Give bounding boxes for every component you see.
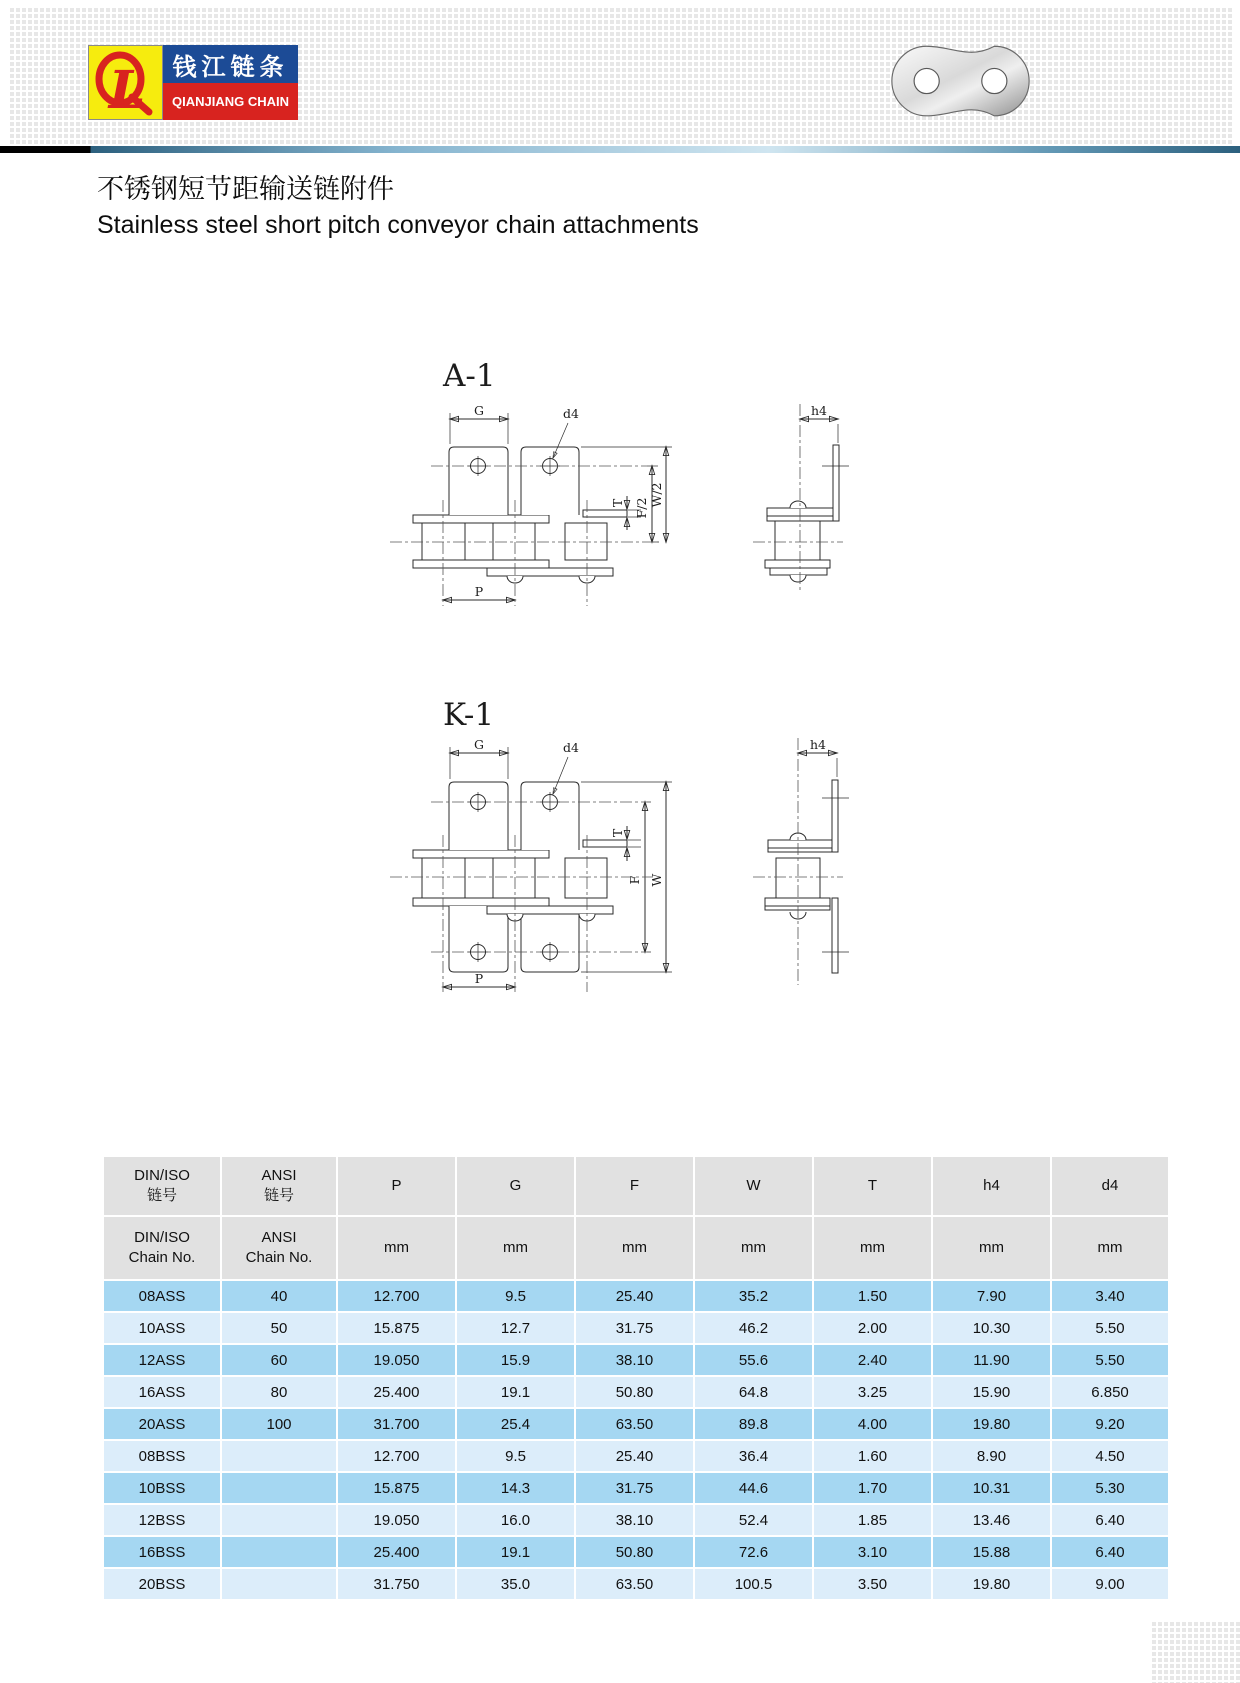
- table-cell: 08ASS: [104, 1281, 220, 1311]
- diagram-a1-label: A-1: [443, 358, 496, 394]
- table-cell: 1.85: [814, 1505, 931, 1535]
- header-row: [104, 1157, 1168, 1215]
- table-cell: 38.10: [576, 1345, 693, 1375]
- table-cell: 25.40: [576, 1281, 693, 1311]
- table-cell: 8.90: [933, 1441, 1050, 1471]
- table-cell: 3.40: [1052, 1281, 1168, 1311]
- table-cell: 1.50: [814, 1281, 931, 1311]
- a1-dim-d4: d4: [563, 406, 579, 421]
- title-block: [97, 171, 699, 242]
- table-cell: 50: [222, 1313, 336, 1343]
- table-cell: 52.4: [695, 1505, 812, 1535]
- table-cell: 19.1: [457, 1377, 574, 1407]
- table-cell: 89.8: [695, 1409, 812, 1439]
- link-plate-hole: [982, 68, 1007, 93]
- k1-dim-G: G: [474, 737, 484, 752]
- table-cell: 31.75: [576, 1313, 693, 1343]
- table-cell: 2.00: [814, 1313, 931, 1343]
- table-row: [104, 1281, 1168, 1311]
- a1-dim-W2: W/2: [649, 482, 664, 508]
- table-cell: 14.3: [457, 1473, 574, 1503]
- table-cell: 80: [222, 1377, 336, 1407]
- logo-monogram-icon: [89, 46, 162, 119]
- table-cell: 15.9: [457, 1345, 574, 1375]
- column-header: W: [695, 1157, 812, 1215]
- column-header: mm: [933, 1217, 1050, 1279]
- page-title-cn: 不锈钢短节距输送链附件: [97, 174, 394, 204]
- table-cell: 50.80: [576, 1537, 693, 1567]
- table-cell: 50.80: [576, 1377, 693, 1407]
- table-cell: 100: [222, 1409, 336, 1439]
- table-cell: 6.40: [1052, 1505, 1168, 1535]
- a1-dim-G: G: [474, 403, 484, 418]
- table-cell: 9.00: [1052, 1569, 1168, 1599]
- table-cell: 5.50: [1052, 1313, 1168, 1343]
- table-cell: 11.90: [933, 1345, 1050, 1375]
- table-cell: 12ASS: [104, 1345, 220, 1375]
- logo-text-block: [163, 45, 298, 120]
- k1-dim-T: T: [610, 828, 625, 838]
- table-row: [104, 1377, 1168, 1407]
- table-cell: 40: [222, 1281, 336, 1311]
- table-cell: 1.70: [814, 1473, 931, 1503]
- table-cell: 20BSS: [104, 1569, 220, 1599]
- table-cell: 31.75: [576, 1473, 693, 1503]
- header-row: [104, 1217, 1168, 1279]
- table-cell: [222, 1537, 336, 1567]
- table-cell: 38.10: [576, 1505, 693, 1535]
- header-divider-bar: [0, 146, 1240, 153]
- table-cell: 15.875: [338, 1313, 455, 1343]
- a1-dim-P: P: [474, 584, 484, 599]
- table-cell: 6.40: [1052, 1537, 1168, 1567]
- table-cell: [222, 1505, 336, 1535]
- table-cell: 9.5: [457, 1281, 574, 1311]
- table-cell: 3.50: [814, 1569, 931, 1599]
- table-cell: 13.46: [933, 1505, 1050, 1535]
- spec-table-body: [104, 1281, 1168, 1599]
- table-cell: 7.90: [933, 1281, 1050, 1311]
- logo-monogram-box: [88, 45, 163, 120]
- chain-link-plate-image: [888, 42, 1033, 122]
- column-header: F: [576, 1157, 693, 1215]
- a1-front-view: [413, 447, 627, 583]
- table-cell: 19.050: [338, 1345, 455, 1375]
- table-cell: 9.20: [1052, 1409, 1168, 1439]
- table-cell: 100.5: [695, 1569, 812, 1599]
- table-cell: 08BSS: [104, 1441, 220, 1471]
- table-cell: 44.6: [695, 1473, 812, 1503]
- spec-table-header: [104, 1157, 1168, 1279]
- diagram-k1-label: K-1: [443, 697, 495, 733]
- column-header: mm: [814, 1217, 931, 1279]
- column-header: mm: [457, 1217, 574, 1279]
- table-cell: 16.0: [457, 1505, 574, 1535]
- table-cell: 5.30: [1052, 1473, 1168, 1503]
- link-plate-outline: [892, 46, 1029, 116]
- table-cell: 36.4: [695, 1441, 812, 1471]
- table-cell: 25.4: [457, 1409, 574, 1439]
- table-cell: 46.2: [695, 1313, 812, 1343]
- table-row: [104, 1345, 1168, 1375]
- table-cell: 25.400: [338, 1537, 455, 1567]
- table-cell: 16ASS: [104, 1377, 220, 1407]
- table-cell: 4.50: [1052, 1441, 1168, 1471]
- table-cell: 15.875: [338, 1473, 455, 1503]
- column-header: ANSI 链号: [222, 1157, 336, 1215]
- table-cell: [222, 1569, 336, 1599]
- table-cell: 15.90: [933, 1377, 1050, 1407]
- table-cell: 12.700: [338, 1441, 455, 1471]
- column-header: ANSI Chain No.: [222, 1217, 336, 1279]
- table-cell: 16BSS: [104, 1537, 220, 1567]
- logo-company-name-en: QIANJIANG CHAIN: [163, 83, 298, 120]
- table-row: [104, 1409, 1168, 1439]
- column-header: mm: [338, 1217, 455, 1279]
- table-cell: 6.850: [1052, 1377, 1168, 1407]
- k1-dim-d4: d4: [563, 740, 579, 755]
- table-row: [104, 1537, 1168, 1567]
- table-cell: 10.31: [933, 1473, 1050, 1503]
- corner-pattern: [1150, 1622, 1240, 1683]
- table-cell: 15.88: [933, 1537, 1050, 1567]
- k1-dim-P: P: [474, 971, 484, 986]
- table-cell: 3.25: [814, 1377, 931, 1407]
- k1-side-view: [765, 737, 849, 973]
- table-cell: 10.30: [933, 1313, 1050, 1343]
- table-cell: 19.050: [338, 1505, 455, 1535]
- a1-side-view: [765, 403, 849, 582]
- table-cell: 19.1: [457, 1537, 574, 1567]
- table-cell: 20ASS: [104, 1409, 220, 1439]
- link-plate-hole: [914, 68, 939, 93]
- column-header: h4: [933, 1157, 1050, 1215]
- table-cell: [222, 1473, 336, 1503]
- table-cell: 19.80: [933, 1569, 1050, 1599]
- table-cell: 5.50: [1052, 1345, 1168, 1375]
- table-cell: 12.700: [338, 1281, 455, 1311]
- table-cell: 31.750: [338, 1569, 455, 1599]
- k1-dim-h4: h4: [809, 737, 827, 752]
- table-cell: 64.8: [695, 1377, 812, 1407]
- table-cell: 4.00: [814, 1409, 931, 1439]
- table-cell: 10ASS: [104, 1313, 220, 1343]
- table-cell: 1.60: [814, 1441, 931, 1471]
- table-cell: 35.2: [695, 1281, 812, 1311]
- table-cell: [222, 1441, 336, 1471]
- column-header: mm: [576, 1217, 693, 1279]
- column-header: mm: [695, 1217, 812, 1279]
- k1-dim-W: W: [649, 873, 664, 887]
- logo-letter-l: L: [108, 60, 146, 119]
- a1-dim-h4: h4: [810, 403, 828, 418]
- company-logo: [88, 45, 298, 120]
- column-header: mm: [1052, 1217, 1168, 1279]
- table-cell: 63.50: [576, 1409, 693, 1439]
- table-cell: 60: [222, 1345, 336, 1375]
- table-cell: 12.7: [457, 1313, 574, 1343]
- table-row: [104, 1505, 1168, 1535]
- page-title-en: Stainless steel short pitch conveyor chain attachments: [97, 211, 699, 239]
- table-cell: 31.700: [338, 1409, 455, 1439]
- column-header: T: [814, 1157, 931, 1215]
- diagram-a1: [385, 338, 875, 623]
- table-cell: 35.0: [457, 1569, 574, 1599]
- a1-dim-F2: F/2: [634, 497, 649, 519]
- table-cell: 25.400: [338, 1377, 455, 1407]
- logo-company-name-cn: 钱江链条: [163, 45, 298, 83]
- k1-dim-F: F: [627, 875, 642, 885]
- table-cell: 3.10: [814, 1537, 931, 1567]
- table-cell: 63.50: [576, 1569, 693, 1599]
- table-cell: 55.6: [695, 1345, 812, 1375]
- column-header: d4: [1052, 1157, 1168, 1215]
- column-header: G: [457, 1157, 574, 1215]
- table-cell: 2.40: [814, 1345, 931, 1375]
- column-header: P: [338, 1157, 455, 1215]
- table-cell: 10BSS: [104, 1473, 220, 1503]
- table-row: [104, 1313, 1168, 1343]
- table-row: [104, 1441, 1168, 1471]
- a1-dim-T: T: [610, 498, 625, 508]
- diagram-k1: [385, 640, 875, 1005]
- table-cell: 25.40: [576, 1441, 693, 1471]
- table-cell: 9.5: [457, 1441, 574, 1471]
- spec-table: [102, 1155, 1170, 1601]
- table-cell: 12BSS: [104, 1505, 220, 1535]
- table-cell: 72.6: [695, 1537, 812, 1567]
- column-header: DIN/ISO Chain No.: [104, 1217, 220, 1279]
- table-cell: 19.80: [933, 1409, 1050, 1439]
- table-row: [104, 1569, 1168, 1599]
- column-header: DIN/ISO 链号: [104, 1157, 220, 1215]
- table-row: [104, 1473, 1168, 1503]
